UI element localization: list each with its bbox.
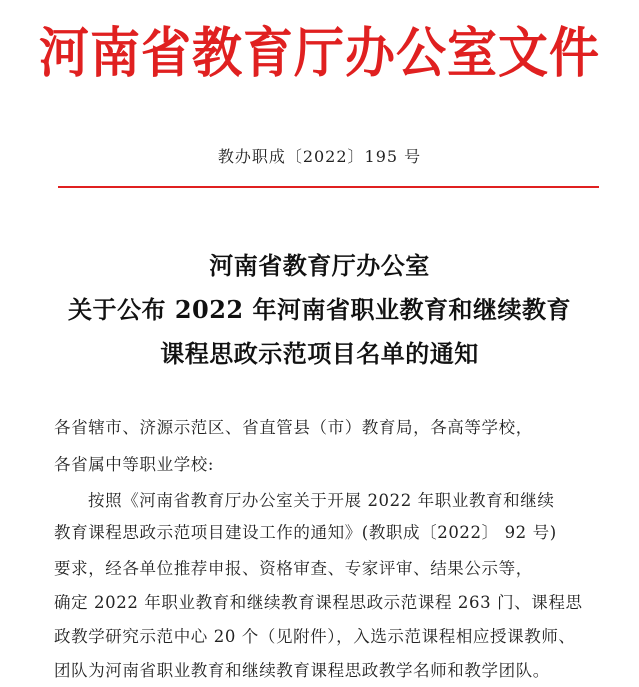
body-line-paragraph-5: 政教学研究示范中心 20 个（见附件），入选示范课程相应授课教师、: [54, 627, 576, 646]
notice-title-line-3: 课程思政示范项目名单的通知: [160, 339, 479, 368]
body-line-paragraph-2: 教育课程思政示范项目建设工作的通知》(教职成〔2022〕 92 号): [54, 523, 557, 542]
body-line-paragraph-4: 确定 2022 年职业教育和继续教育课程思政示范课程 263 门、课程思: [54, 593, 583, 612]
document-number: 教办职成〔2022〕195 号: [217, 147, 422, 166]
document-header-title: 河南省教育厅办公室文件: [39, 21, 600, 85]
notice-title-line-1: 河南省教育厅办公室: [209, 251, 430, 280]
body-line-paragraph-1: 按照《河南省教育厅办公室关于开展 2022 年职业教育和继续: [88, 491, 555, 510]
notice-title-line-2: 关于公布 2022 年河南省职业教育和继续教育: [67, 295, 571, 324]
body-line-paragraph-3: 要求，经各单位推荐申报、资格审查、专家评审、结果公示等，: [54, 559, 533, 578]
body-line-paragraph-6: 团队为河南省职业教育和继续教育课程思政教学名师和教学团队。: [54, 661, 550, 680]
body-line-addressee-1: 各省辖市、济源示范区、省直管县（市）教育局，各高等学校，: [54, 418, 533, 437]
red-divider-line: [58, 186, 599, 188]
body-line-addressee-2: 各省属中等职业学校:: [54, 455, 215, 474]
